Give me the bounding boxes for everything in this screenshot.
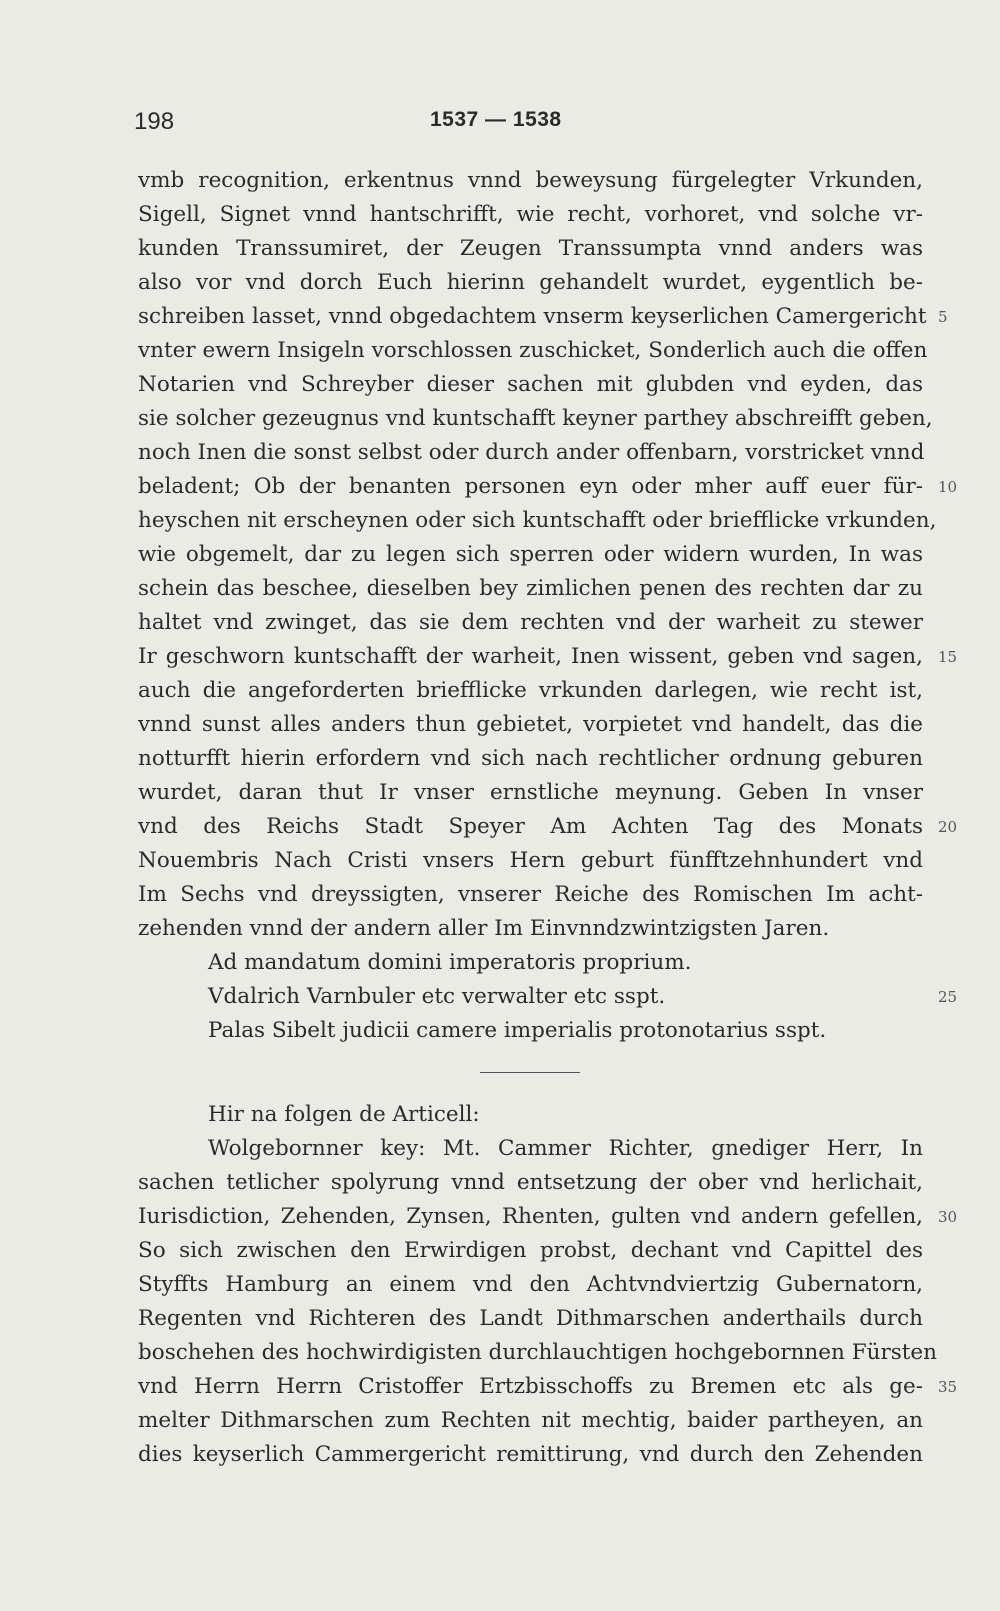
text-line: haltet vnd zwinget, das sie dem rechten vnd der warheit zu stewer xyxy=(138,610,923,635)
text-line: also vor vnd dorch Euch hierinn gehandelt wurdet, eygentlich be- xyxy=(138,270,923,295)
margin-line-number: 15 xyxy=(938,648,958,666)
text-line: dies keyserlich Cammergericht remittirung, vnd durch den Zehenden xyxy=(138,1442,923,1467)
text-line: Wolgebornner key: Mt. Cammer Richter, gnediger Herr, In xyxy=(208,1136,923,1161)
text-line: So sich zwischen den Erwirdigen probst, dechant vnd Capittel des xyxy=(138,1238,923,1263)
margin-line-number: 25 xyxy=(938,988,958,1006)
text-line: Notarien vnd Schreyber dieser sachen mit glubden vnd eyden, das xyxy=(138,372,923,397)
text-line: noch Inen die sonst selbst oder durch ander offenbarn, vorstricket vnnd xyxy=(138,440,925,465)
text-line: vnnd sunst alles anders thun gebietet, vorpietet vnd handelt, das die xyxy=(138,712,923,737)
text-line: Sigell, Signet vnnd hantschrifft, wie recht, vorhoret, vnd solche vr- xyxy=(138,202,923,227)
text-line: Regenten vnd Richteren des Landt Dithmarschen anderthails durch xyxy=(138,1306,923,1331)
signature-line: Ad mandatum domini imperatoris proprium. xyxy=(208,950,692,975)
text-line: vnd des Reichs Stadt Speyer Am Achten Tag des Monats xyxy=(138,814,923,839)
text-line: wurdet, daran thut Ir vnser ernstliche meynung. Geben In vnser xyxy=(138,780,923,805)
running-head: 1537 — 1538 xyxy=(430,108,562,131)
text-line: Ir geschworn kuntschafft der warheit, Inen wissent, geben vnd sagen, xyxy=(138,644,923,669)
text-line: vnd Herrn Herrn Cristoffer Ertzbisschoffs zu Bremen etc als ge- xyxy=(138,1374,923,1399)
text-line: Im Sechs vnd dreyssigten, vnserer Reiche des Romischen Im acht- xyxy=(138,882,923,907)
text-line: Nouembris Nach Cristi vnsers Hern geburt fünfftzehnhundert vnd xyxy=(138,848,923,873)
signature-line: Palas Sibelt judicii camere imperialis protonotarius sspt. xyxy=(208,1018,827,1043)
margin-line-number: 35 xyxy=(938,1378,958,1396)
text-line: beladent; Ob der benanten personen eyn oder mher auff euer für- xyxy=(138,474,923,499)
text-line: boschehen des hochwirdigisten durchlauchtigen hochgebornnen Fürsten xyxy=(138,1340,937,1365)
section-heading: Hir na folgen de Articell: xyxy=(208,1102,480,1127)
text-line: melter Dithmarschen zum Rechten nit mechtig, baider partheyen, an xyxy=(138,1408,923,1433)
text-line: Styffts Hamburg an einem vnd den Achtvndviertzig Gubernatorn, xyxy=(138,1272,923,1297)
text-line: vmb recognition, erkentnus vnnd beweysung fürgelegter Vrkunden, xyxy=(138,168,923,193)
margin-line-number: 20 xyxy=(938,818,958,836)
text-line: kunden Transsumiret, der Zeugen Transsumpta vnnd anders was xyxy=(138,236,923,261)
text-line: vnter ewern Insigeln vorschlossen zuschicket, Sonderlich auch die offen xyxy=(138,338,928,363)
text-line: schein das beschee, dieselben bey zimlichen penen des rechten dar zu xyxy=(138,576,923,601)
text-line: zehenden vnnd der andern aller Im Einvnndzwintzigsten Jaren. xyxy=(138,916,830,941)
margin-line-number: 30 xyxy=(938,1208,958,1226)
text-line: schreiben lasset, vnnd obgedachtem vnserm keyserlichen Camergericht xyxy=(138,304,927,329)
text-line: wie obgemelt, dar zu legen sich sperren oder widern wurden, In was xyxy=(138,542,923,567)
text-line: auch die angeforderten briefflicke vrkunden darlegen, wie recht ist, xyxy=(138,678,923,703)
margin-line-number: 10 xyxy=(938,478,958,496)
text-line: Iurisdiction, Zehenden, Zynsen, Rhenten, gulten vnd andern gefellen, xyxy=(138,1204,923,1229)
text-line: notturfft hierin erfordern vnd sich nach rechtlicher ordnung geburen xyxy=(138,746,923,771)
text-line: heyschen nit erscheynen oder sich kuntschafft oder briefflicke vrkunden, xyxy=(138,508,937,533)
text-line: sie solcher gezeugnus vnd kuntschafft keyner parthey abschreifft geben, xyxy=(138,406,933,431)
margin-line-number: 5 xyxy=(938,308,948,326)
text-line: sachen tetlicher spolyrung vnnd entsetzung der ober vnd herlichait, xyxy=(138,1170,923,1195)
divider xyxy=(480,1072,580,1073)
page-number: 198 xyxy=(134,108,175,135)
signature-line: Vdalrich Varnbuler etc verwalter etc sspt. xyxy=(208,984,666,1009)
